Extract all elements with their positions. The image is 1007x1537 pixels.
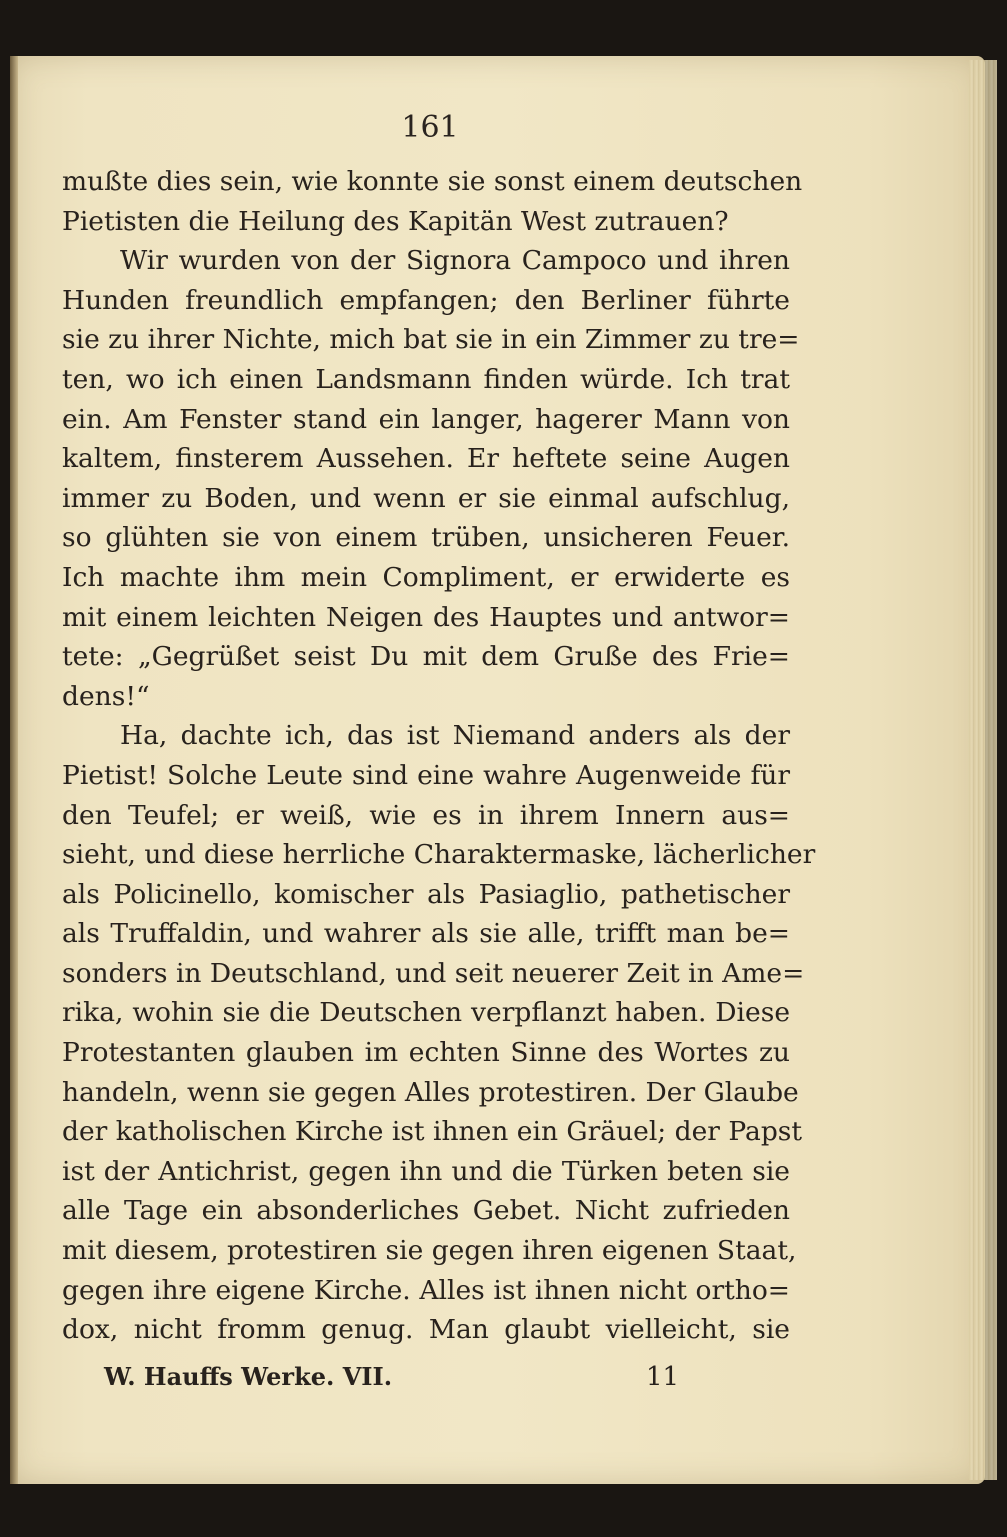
text-line: mußte dies sein, wie konnte sie sonst einem deutschen	[62, 166, 803, 197]
text-line: kaltem, finsterem Aussehen. Er heftete seine Augen	[62, 443, 790, 475]
page-number: 161	[401, 110, 459, 145]
text-line: Ha, dachte ich, das ist Niemand anders als der	[120, 720, 790, 752]
text-line: handeln, wenn sie gegen Alles protestiren. Der Glaube	[62, 1076, 799, 1108]
text-line: ein. Am Fenster stand ein langer, hagerer Mann von	[62, 403, 790, 435]
text-line: Pietisten die Heilung des Kapitän West zutrauen?	[62, 205, 729, 237]
text-line: Ich machte ihm mein Compliment, er erwiderte es	[62, 561, 790, 593]
text-line: ist der Antichrist, gegen ihn und die Türken beten sie	[62, 1155, 790, 1187]
text-line: tete: „Gegrüßet seist Du mit dem Gruße des Frie=	[62, 641, 790, 673]
text-line: als Policinello, komischer als Pasiaglio, pathetischer	[62, 878, 790, 910]
book-spine	[10, 56, 18, 1484]
text-line: immer zu Boden, und wenn er sie einmal aufschlug,	[62, 482, 790, 514]
text-line: alle Tage ein absonderliches Gebet. Nicht zufrieden	[62, 1195, 790, 1227]
text-line: Hunden freundlich empfangen; den Berliner führte	[62, 284, 790, 316]
body-text	[62, 162, 816, 1350]
text-line: Wir wurden von der Signora Campoco und ihren	[120, 245, 790, 277]
text-line: sieht, und diese herrliche Charaktermaske, lächerlicher	[62, 839, 816, 871]
text-line: gegen ihre eigene Kirche. Alles ist ihnen nicht ortho=	[62, 1274, 790, 1306]
text-line: ten, wo ich einen Landsmann finden würde. Ich trat	[62, 363, 790, 395]
text-line: mit diesem, protestiren sie gegen ihren eigenen Staat,	[62, 1235, 797, 1267]
text-line: den Teufel; er weiß, wie es in ihrem Innern aus=	[62, 799, 790, 831]
text-line: mit einem leichten Neigen des Hauptes und antwor=	[62, 601, 790, 633]
text-line: sie zu ihrer Nichte, mich bat sie in ein Zimmer zu tre=	[62, 324, 800, 356]
signature-mark: 11	[646, 1362, 680, 1392]
text-line: sonders in Deutschland, und seit neuerer Zeit in Ame=	[62, 957, 805, 989]
text-line: der katholischen Kirche ist ihnen ein Gräuel; der Papst	[62, 1116, 803, 1148]
page-edge-stack	[969, 60, 997, 1480]
text-line: rika, wohin sie die Deutschen verpflanzt haben. Diese	[62, 997, 790, 1029]
text-line: Protestanten glauben im echten Sinne des Wortes zu	[62, 1037, 790, 1069]
text-line: so glühten sie von einem trüben, unsicheren Feuer.	[62, 522, 790, 554]
text-line: Pietist! Solche Leute sind eine wahre Augenweide für	[62, 759, 790, 791]
footer-title: W. Hauffs Werke. VII.	[104, 1362, 393, 1391]
text-line: dens!“	[62, 680, 150, 712]
text-line: als Truffaldin, und wahrer als sie alle, trifft man be=	[62, 918, 790, 950]
text-line: dox, nicht fromm genug. Man glaubt vielleicht, sie	[62, 1314, 790, 1346]
